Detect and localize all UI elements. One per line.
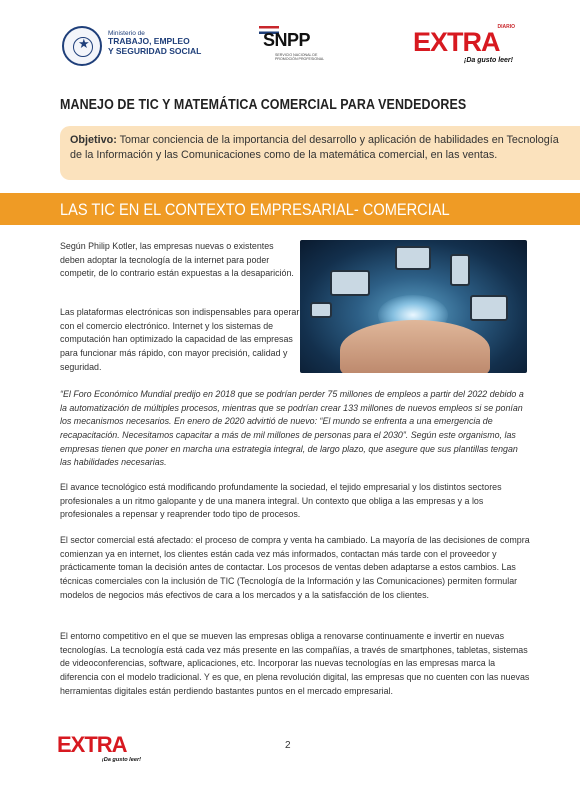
extra-tagline: ¡Da gusto leer! [463,57,513,64]
paragraph-entorno-competitivo: El entorno competitivo en el que se mueven las empresas obliga a renovarse continuamente e invertir en nuevas tecnologías. La tecnología está cada vez más presente en las compañías, a través de smartphones, tabletas, sistemas de videoconferencias, software, aplicaciones, etc. Incorporar las nuevas tecnologías en las empresas marca la diferencia con el modelo tradicional. Y es que, en plena revolución digital, las empresas que no cuenten con las nuevas herramientas digitales están perdiendo bastantes puntos en el mercado empresarial. [60,631,530,696]
star-icon: ★ [78,37,90,52]
extra-wordmark: EXTRA [413,27,500,57]
technology-hands-image [300,240,527,373]
tablet-icon [330,270,370,296]
mtess-line2: Y SEGURIDAD SOCIAL [108,45,202,56]
footer-extra-wordmark: EXTRA [57,732,127,757]
header-logos [0,22,580,72]
mtess-ministerio: Ministerio de [108,30,145,37]
page-number: 2 [285,740,291,751]
objective-box [60,126,580,180]
extra-logo-footer [57,734,147,768]
extra-logo-header [413,24,523,68]
paragraph-plataformas: Las plataformas electrónicas son indispensables para operar con el comercio electrónico. Internet y los sistemas de computación han optimizado la capacidad de las empresas para funcionar más rápido, con mayor precisión, calidad y seguridad. [60,307,300,372]
page-title: MANEJO DE TIC Y MATEMÁTICA COMERCIAL PARA VENDEDORES [60,97,467,113]
mtess-logo-text [108,30,238,57]
snpp-wordmark: SNPP [263,30,311,50]
national-seal-icon [62,26,102,66]
snpp-logo [257,24,327,70]
section-banner [0,193,580,225]
snpp-subtitle: SERVICIO NACIONAL DE PROMOCIÓN PROFESIONAL [275,53,325,62]
mtess-logo [62,26,232,70]
paragraph-sector-comercial: El sector comercial está afectado: el proceso de compra y venta ha cambiado. La mayoría de las decisiones de compra comienzan ya en internet, los clientes están cada vez más informados, contactan más tarde con el proveedor y prácticamente toman la decisión antes de contactar. Los procesos de ventas deben adaptarse a estos cambios. Las técnicas comerciales con la inclusión de TIC (Tecnología de la Información y las Comunicaciones) permiten formular modelos de negocios más efectivos de cara a los mercados y a la satisfacción de los clientes. [60,535,530,600]
quote-foro-economico: “El Foro Económico Mundial predijo en 2018 que se podrían perder 75 millones de empleos a partir del 2022 debido a la automatización de múltiples procesos, mientras que se podrían crear 133 millones de nuevos empleos si se ponían los mecanismos necesarios. En enero de 2020 advirtió de nuevo: “El mundo se enfrenta a una emergencia de recapacitación. Necesitamos capacitar a más de mil millones de personas para el 2030”. Según este organismo, las empresas tienen que poner en marcha una estrategia integral, de largo plazo, que asegure que sus plantillas tengan las habilidades necesarias. [60,389,524,468]
open-hands [340,320,490,373]
mtess-line1: TRABAJO, EMPLEO [108,36,190,47]
monitor-icon [470,295,508,321]
objective-paragraph [70,133,566,162]
paragraph-kotler: Según Philip Kotler, las empresas nuevas o existentes deben adoptar la tecnología de la internet para poder competir, de lo contrario están expuestas a la desaparición. [60,241,294,279]
objective-label: Objetivo: [70,134,117,146]
paragraph-avance-tecnologico: El avance tecnológico está modificando profundamente la sociedad, el tejido empresarial y los distintos sectores profesionales a un ritmo galopante y de una manera integral. Un contexto que obliga a las empresas y a los profesionales a repensar y reaprender todo tipo de procesos. [60,482,502,520]
camera-icon [310,302,332,318]
objective-text: Tomar conciencia de la importancia del desarrollo y aplicación de habilidades en Tecnología de la Información y las Comunicaciones como de la matemática comercial, en las ventas. [70,134,559,161]
smartphone-icon [450,254,470,286]
footer-extra-tagline: ¡Da gusto leer! [101,757,141,763]
laptop-icon [395,246,431,270]
section-title: LAS TIC EN EL CONTEXTO EMPRESARIAL- COMERCIAL [60,200,450,219]
extra-diario-label: DIARIO [497,24,515,30]
